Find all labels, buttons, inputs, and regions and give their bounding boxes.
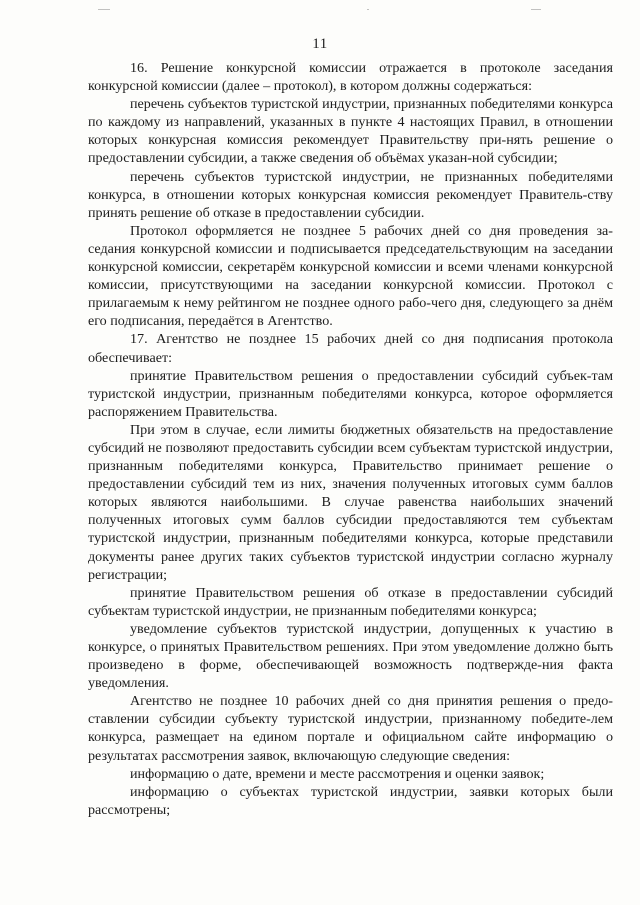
paragraph: 16. Решение конкурсной комиссии отражается в протоколе заседания конкурсной комиссии (далее – протокол), в котором должны содержаться: (88, 60, 613, 95)
scan-artifact (531, 9, 541, 10)
paragraph: принятие Правительством решения об отказе в предоставлении субсидий субъектам туристской индустрии, не признанным победителями конкурса; (88, 584, 613, 619)
paragraph: уведомление субъектов туристской индустрии, допущенных к участию в конкурсе, о принятых Правительством решениях. При этом уведомление должно быть произведено в форме, обеспечивающей возможность подтвержде-ния факта уведомления. (88, 620, 613, 692)
scan-artifact (98, 9, 110, 10)
paragraph: информацию о субъектах туристской индустрии, заявки которых были рассмотрены; (88, 783, 613, 818)
paragraph: Агентство не позднее 10 рабочих дней со дня принятия решения о предо-ставлении субсидии субъекту туристской индустрии, признанному победите-лем конкурса, размещает на едином портале и официальном сайте информацию о результатах рассмотрения заявок, включающую следующие сведения: (88, 693, 613, 764)
paragraph: Протокол оформляется не позднее 5 рабочих дней со дня проведения за-седания конкурсной комиссии и подписывается председательствующим на заседании конкурсной комиссии, секретарём конкурсной комиссии и всеми членами конкурсной комиссии, присутствующими на заседании конкурсной комиссии. Протокол с прилагаемым к нему рейтингом не позднее одного рабо-чего дня, следующего за днём его подписания, передаётся в Агентство. (88, 222, 613, 330)
scan-artifact (367, 9, 369, 10)
paragraph: принятие Правительством решения о предоставлении субсидий субъек-там туристской индустрии, признанным победителями конкурса, которое оформляется распоряжением Правительства. (88, 367, 613, 420)
document-body (88, 59, 613, 819)
paragraph: информацию о дате, времени и месте рассмотрения и оценки заявок; (130, 765, 545, 782)
paragraph: При этом в случае, если лимиты бюджетных обязательств на предоставление субсидий не позволяют предоставить субсидии всем субъектам туристской индустрии, признанным победителями конкурса, Правительство принимает решение о предоставлении субсидий тем из них, значения полученных итоговых сумм баллов которых являются наибольшими. В случае равенства наибольших значений полученных итоговых сумм баллов субсидии предоставляются тем субъектам туристской индустрии, признанным победителями конкурса, которые представили документы ранее других таких субъектов туристской индустрии согласно журналу регистрации; (88, 421, 613, 583)
paragraph: перечень субъектов туристской индустрии, не признанных победителями конкурса, в отношении которых конкурсная комиссия рекомендует Правитель-ству принять решение об отказе в предоставлении субсидии. (88, 168, 613, 221)
paragraph: перечень субъектов туристской индустрии, признанных победителями конкурса по каждому из направлений, указанных в пункте 4 настоящих Правил, в отношении которых конкурсная комиссия рекомендует Правительству при-нять решение о предоставлении субсидии, а также сведения об объёмах указан-ной субсидии; (88, 96, 613, 167)
paragraph: 17. Агентство не позднее 15 рабочих дней со дня подписания протокола обеспечивает: (88, 331, 613, 366)
page-number: 11 (312, 36, 328, 52)
